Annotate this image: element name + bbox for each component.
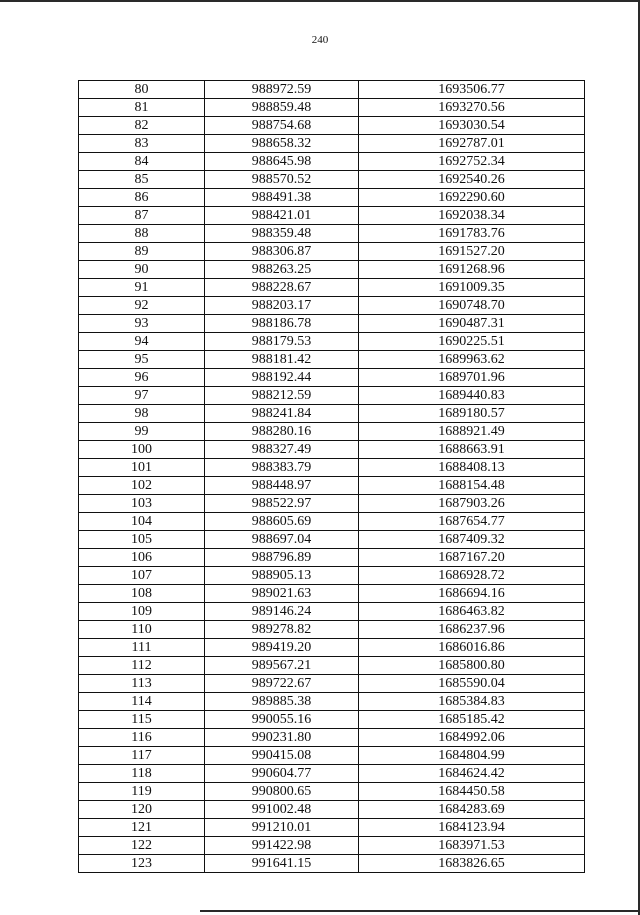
point-number-cell: 91: [79, 279, 205, 297]
y-coordinate-cell: 1692290.60: [359, 189, 585, 207]
x-coordinate-cell: 988181.42: [205, 351, 359, 369]
table-row: [79, 855, 585, 873]
x-coordinate-cell: 989146.24: [205, 603, 359, 621]
point-number-cell: 111: [79, 639, 205, 657]
x-coordinate-cell: 988280.16: [205, 423, 359, 441]
x-coordinate-cell: 989722.67: [205, 675, 359, 693]
y-coordinate-cell: 1683826.65: [359, 855, 585, 873]
y-coordinate-cell: 1691527.20: [359, 243, 585, 261]
x-coordinate-cell: 988421.01: [205, 207, 359, 225]
y-coordinate-cell: 1693506.77: [359, 81, 585, 99]
point-number-cell: 82: [79, 117, 205, 135]
y-coordinate-cell: 1686694.16: [359, 585, 585, 603]
point-number-cell: 121: [79, 819, 205, 837]
x-coordinate-cell: 988697.04: [205, 531, 359, 549]
y-coordinate-cell: 1687409.32: [359, 531, 585, 549]
table-row: [79, 693, 585, 711]
x-coordinate-cell: 989278.82: [205, 621, 359, 639]
x-coordinate-cell: 991422.98: [205, 837, 359, 855]
point-number-cell: 87: [79, 207, 205, 225]
table-row: [79, 459, 585, 477]
point-number-cell: 118: [79, 765, 205, 783]
x-coordinate-cell: 988522.97: [205, 495, 359, 513]
y-coordinate-cell: 1692787.01: [359, 135, 585, 153]
page-number: 240: [311, 34, 329, 46]
x-coordinate-cell: 990800.65: [205, 783, 359, 801]
table-row: [79, 315, 585, 333]
table-row: [79, 423, 585, 441]
y-coordinate-cell: 1688408.13: [359, 459, 585, 477]
point-number-cell: 83: [79, 135, 205, 153]
y-coordinate-cell: 1688663.91: [359, 441, 585, 459]
point-number-cell: 96: [79, 369, 205, 387]
y-coordinate-cell: 1691783.76: [359, 225, 585, 243]
point-number-cell: 80: [79, 81, 205, 99]
table-row: [79, 405, 585, 423]
table-row: [79, 369, 585, 387]
table-row: [79, 549, 585, 567]
x-coordinate-cell: 988241.84: [205, 405, 359, 423]
table-row: [79, 81, 585, 99]
x-coordinate-cell: 988754.68: [205, 117, 359, 135]
y-coordinate-cell: 1684804.99: [359, 747, 585, 765]
point-number-cell: 117: [79, 747, 205, 765]
point-number-cell: 92: [79, 297, 205, 315]
table-row: [79, 783, 585, 801]
x-coordinate-cell: 990415.08: [205, 747, 359, 765]
table-row: [79, 333, 585, 351]
table-row: [79, 297, 585, 315]
point-number-cell: 81: [79, 99, 205, 117]
point-number-cell: 98: [79, 405, 205, 423]
y-coordinate-cell: 1684283.69: [359, 801, 585, 819]
point-number-cell: 89: [79, 243, 205, 261]
y-coordinate-cell: 1685384.83: [359, 693, 585, 711]
y-coordinate-cell: 1686016.86: [359, 639, 585, 657]
x-coordinate-cell: 988192.44: [205, 369, 359, 387]
point-number-cell: 120: [79, 801, 205, 819]
table-row: [79, 675, 585, 693]
x-coordinate-cell: 988186.78: [205, 315, 359, 333]
y-coordinate-cell: 1683971.53: [359, 837, 585, 855]
table-row: [79, 477, 585, 495]
point-number-cell: 95: [79, 351, 205, 369]
table-row: [79, 279, 585, 297]
table-row: [79, 171, 585, 189]
y-coordinate-cell: 1690748.70: [359, 297, 585, 315]
table-row: [79, 639, 585, 657]
point-number-cell: 113: [79, 675, 205, 693]
point-number-cell: 100: [79, 441, 205, 459]
x-coordinate-cell: 988228.67: [205, 279, 359, 297]
x-coordinate-cell: 988212.59: [205, 387, 359, 405]
table-row: [79, 819, 585, 837]
table-row: [79, 207, 585, 225]
y-coordinate-cell: 1686928.72: [359, 567, 585, 585]
table-row: [79, 747, 585, 765]
table-row: [79, 621, 585, 639]
y-coordinate-cell: 1687167.20: [359, 549, 585, 567]
point-number-cell: 106: [79, 549, 205, 567]
y-coordinate-cell: 1691268.96: [359, 261, 585, 279]
table-row: [79, 531, 585, 549]
y-coordinate-cell: 1689963.62: [359, 351, 585, 369]
x-coordinate-cell: 988203.17: [205, 297, 359, 315]
y-coordinate-cell: 1685800.80: [359, 657, 585, 675]
table-row: [79, 657, 585, 675]
point-number-cell: 116: [79, 729, 205, 747]
y-coordinate-cell: 1686237.96: [359, 621, 585, 639]
y-coordinate-cell: 1689440.83: [359, 387, 585, 405]
point-number-cell: 107: [79, 567, 205, 585]
x-coordinate-cell: 990055.16: [205, 711, 359, 729]
point-number-cell: 101: [79, 459, 205, 477]
x-coordinate-cell: 990604.77: [205, 765, 359, 783]
table-row: [79, 765, 585, 783]
y-coordinate-cell: 1686463.82: [359, 603, 585, 621]
point-number-cell: 84: [79, 153, 205, 171]
y-coordinate-cell: 1687654.77: [359, 513, 585, 531]
x-coordinate-cell: 991641.15: [205, 855, 359, 873]
coordinates-table-body: [79, 81, 585, 873]
x-coordinate-cell: 988905.13: [205, 567, 359, 585]
point-number-cell: 110: [79, 621, 205, 639]
x-coordinate-cell: 989885.38: [205, 693, 359, 711]
point-number-cell: 114: [79, 693, 205, 711]
table-row: [79, 387, 585, 405]
y-coordinate-cell: 1684992.06: [359, 729, 585, 747]
y-coordinate-cell: 1689180.57: [359, 405, 585, 423]
x-coordinate-cell: 990231.80: [205, 729, 359, 747]
y-coordinate-cell: 1692038.34: [359, 207, 585, 225]
x-coordinate-cell: 988972.59: [205, 81, 359, 99]
table-row: [79, 351, 585, 369]
y-coordinate-cell: 1684123.94: [359, 819, 585, 837]
table-row: [79, 513, 585, 531]
table-row: [79, 837, 585, 855]
point-number-cell: 97: [79, 387, 205, 405]
y-coordinate-cell: 1684624.42: [359, 765, 585, 783]
point-number-cell: 88: [79, 225, 205, 243]
x-coordinate-cell: 989021.63: [205, 585, 359, 603]
y-coordinate-cell: 1689701.96: [359, 369, 585, 387]
point-number-cell: 86: [79, 189, 205, 207]
table-row: [79, 603, 585, 621]
table-row: [79, 189, 585, 207]
table-row: [79, 441, 585, 459]
y-coordinate-cell: 1685590.04: [359, 675, 585, 693]
x-coordinate-cell: 989567.21: [205, 657, 359, 675]
table-row: [79, 711, 585, 729]
point-number-cell: 104: [79, 513, 205, 531]
y-coordinate-cell: 1692752.34: [359, 153, 585, 171]
table-row: [79, 117, 585, 135]
x-coordinate-cell: 988359.48: [205, 225, 359, 243]
y-coordinate-cell: 1687903.26: [359, 495, 585, 513]
point-number-cell: 90: [79, 261, 205, 279]
scan-edge-bottom: [200, 910, 640, 912]
point-number-cell: 85: [79, 171, 205, 189]
table-row: [79, 153, 585, 171]
table-row: [79, 225, 585, 243]
x-coordinate-cell: 988796.89: [205, 549, 359, 567]
table-row: [79, 585, 585, 603]
point-number-cell: 108: [79, 585, 205, 603]
x-coordinate-cell: 988658.32: [205, 135, 359, 153]
y-coordinate-cell: 1693030.54: [359, 117, 585, 135]
table-row: [79, 99, 585, 117]
table-row: [79, 567, 585, 585]
x-coordinate-cell: 989419.20: [205, 639, 359, 657]
coordinates-table: [78, 80, 585, 873]
x-coordinate-cell: 988605.69: [205, 513, 359, 531]
point-number-cell: 119: [79, 783, 205, 801]
x-coordinate-cell: 988859.48: [205, 99, 359, 117]
x-coordinate-cell: 988327.49: [205, 441, 359, 459]
y-coordinate-cell: 1690487.31: [359, 315, 585, 333]
y-coordinate-cell: 1693270.56: [359, 99, 585, 117]
point-number-cell: 115: [79, 711, 205, 729]
x-coordinate-cell: 991210.01: [205, 819, 359, 837]
table-row: [79, 801, 585, 819]
x-coordinate-cell: 988645.98: [205, 153, 359, 171]
table-row: [79, 243, 585, 261]
scan-edge-top: [0, 0, 640, 2]
y-coordinate-cell: 1688154.48: [359, 477, 585, 495]
table-row: [79, 729, 585, 747]
point-number-cell: 94: [79, 333, 205, 351]
point-number-cell: 105: [79, 531, 205, 549]
point-number-cell: 123: [79, 855, 205, 873]
x-coordinate-cell: 988570.52: [205, 171, 359, 189]
point-number-cell: 103: [79, 495, 205, 513]
x-coordinate-cell: 988306.87: [205, 243, 359, 261]
x-coordinate-cell: 988179.53: [205, 333, 359, 351]
x-coordinate-cell: 988491.38: [205, 189, 359, 207]
table-row: [79, 495, 585, 513]
point-number-cell: 122: [79, 837, 205, 855]
point-number-cell: 99: [79, 423, 205, 441]
y-coordinate-cell: 1685185.42: [359, 711, 585, 729]
y-coordinate-cell: 1692540.26: [359, 171, 585, 189]
table-row: [79, 135, 585, 153]
y-coordinate-cell: 1690225.51: [359, 333, 585, 351]
x-coordinate-cell: 988383.79: [205, 459, 359, 477]
x-coordinate-cell: 988448.97: [205, 477, 359, 495]
point-number-cell: 93: [79, 315, 205, 333]
point-number-cell: 112: [79, 657, 205, 675]
table-row: [79, 261, 585, 279]
x-coordinate-cell: 988263.25: [205, 261, 359, 279]
y-coordinate-cell: 1684450.58: [359, 783, 585, 801]
y-coordinate-cell: 1688921.49: [359, 423, 585, 441]
point-number-cell: 109: [79, 603, 205, 621]
y-coordinate-cell: 1691009.35: [359, 279, 585, 297]
x-coordinate-cell: 991002.48: [205, 801, 359, 819]
point-number-cell: 102: [79, 477, 205, 495]
